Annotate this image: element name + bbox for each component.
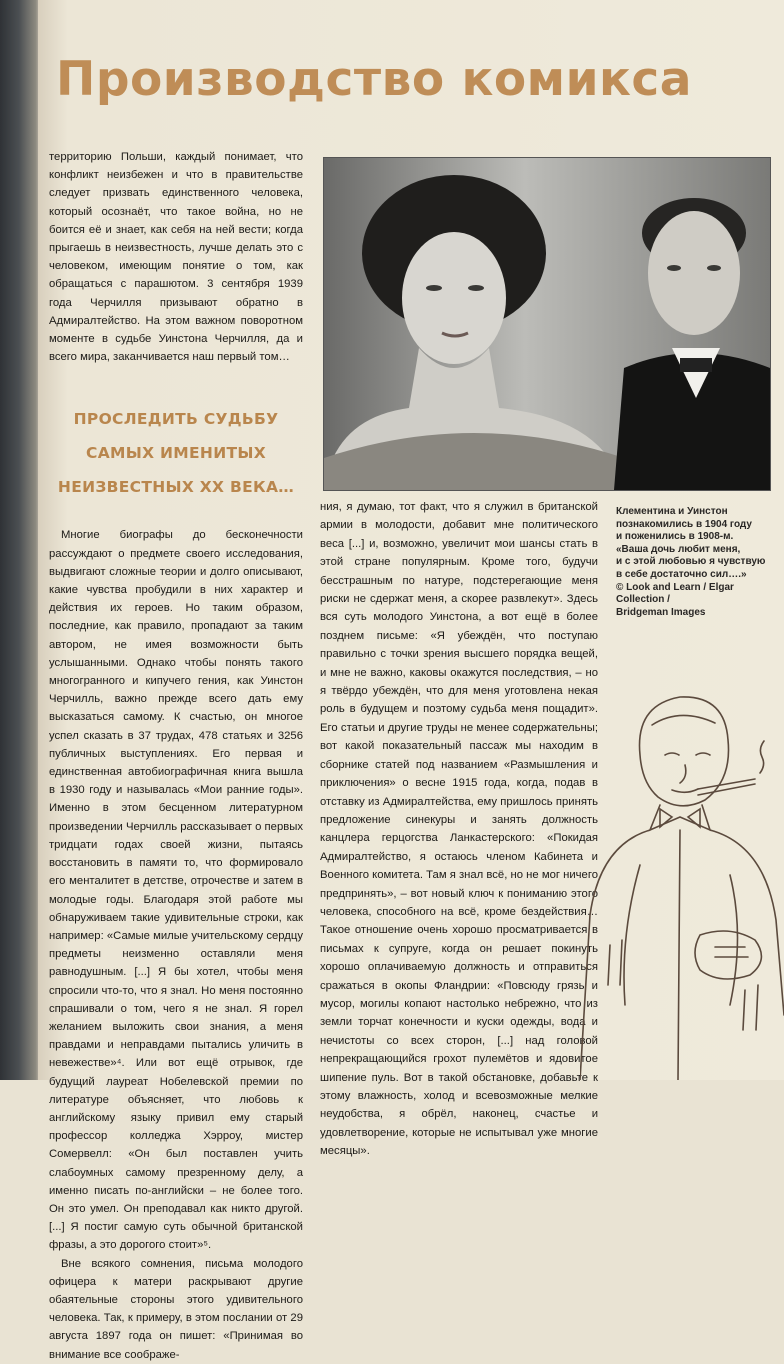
body-paragraph-2: Вне всякого сомнения, письма молодого офицера к матери раскрывают другие обаятельные стороны этого удивительного человека. Так, к примеру, в этом послании от 29 августа 1897 года он пишет: «Принимая во внимание все соображе- <box>49 1257 303 1361</box>
caption-line-5: и с этой любовью я чувствую <box>616 556 766 568</box>
caption-line-1: Клементина и Уинстон <box>616 506 728 517</box>
intro-paragraph: территорию Польши, каждый понимает, что конфликт неизбежен и что в правительстве следует призвать единственного человека, который осознаёт, что такое война, но не боится её и знает, как себя на ней вести; когда прыгаешь в неизвестность, лучше делать это с человеком, имеющим понятие о том, как обращаться с парашютом. 3 сентября 1939 года Черчилля призывают обратно в Адмиралтейство. На этом важном поворотном моменте в судьбе Уинстона Черчилля, да и всего мира, заканчивается наш первый том… <box>49 151 303 364</box>
section-heading <box>49 402 303 504</box>
heading-line-1: ПРОСЛЕДИТЬ СУДЬБУ <box>73 410 279 429</box>
caption-line-6: в себе достаточно сил….» <box>616 568 747 580</box>
left-column <box>49 148 303 1364</box>
page-title: Производство комикса <box>56 52 693 107</box>
heading-line-3: НЕИЗВЕСТНЫХ XX ВЕКА… <box>57 478 295 497</box>
middle-column <box>320 498 598 1161</box>
heading-line-2: САМЫХ ИМЕНИТЫХ <box>86 444 266 463</box>
caption-line-8: Bridgeman Images <box>616 606 706 618</box>
caption-line-2: познакомились в 1904 году <box>616 518 752 530</box>
book-spine <box>0 0 42 1080</box>
body-paragraph-1: Многие биографы до бесконечности рассуждают о предмете своего исследования, выдвигают сложные теории и долго описывают, какие чувства пробудили в них характер и действия их героев. Но таким образом, последние, как правило, пропадают за таким автором, не имея возможности быть услышанными. Однако чтобы понять такого многогранного и кипучего гения, как Уинстон Черчилль, важно прежде всего дать ему высказаться самому. К счастью, он многое успел сказать в 37 трудах, 478 статьях и 3256 публичных выступлениях. Его первая и единственная автобиографичная книга вышла в 1930 году и называлась «Мои ранние годы». Именно в этом бесценном литературном произведении Черчилль рассказывает о первых тридцати годах своей жизни, пытаясь восстановить в памяти то, что формировало его менталитет в детстве, отрочестве и затем в молодые годы. Благодаря этой работе мы обнаруживаем такие удивительные строки, как например: «Самые милые учительскому сердцу предметы неизменно оставляли меня равнодушным. [...] Я бы хотел, чтобы меня спросили что-то, что я знал. Но меня постоянно спрашивали о том, чего я не знал. Я горел желанием выложить свои знания, а меня правдами и неправдами пытались уличить в невежестве»⁴. Или вот ещё отрывок, где будущий лауреат Нобелевской премии по литературе объясняет, что любовь к английскому языку привил ему старый профессор колледжа Хэрроу, мистер Сомервелл: «Он был поставлен учить слабоумных самому презренному делу, а именно писать по-английски – не более того. Он это умел. Он преподавал как никто другой. [...] Я постиг самую суть обычной британской фразы, а это дорогого стоит»⁵. <box>49 529 303 1252</box>
caption-line-7: © Look and Learn / Elgar Collection / <box>616 581 734 606</box>
portrait-photo-illustration <box>324 158 770 490</box>
churchill-sketch-illustration <box>580 685 784 1080</box>
caption-line-3: и поженились в 1908-м. <box>616 531 734 543</box>
photo-clementine-winston <box>323 157 771 491</box>
caption-line-4: «Ваша дочь любит меня, <box>616 543 741 555</box>
photo-caption <box>616 506 784 619</box>
middle-paragraph: ния, я думаю, тот факт, что я служил в британской армии в молодости, добавит мне политического веса [...] и, возможно, увеличит мои шансы стать в этой стране популярным. Кроме того, будучи бесстрашным по натуре, подстерегающие меня риски не сдержат меня, а скорее развлекут». Здесь вся суть молодого Уинстона, а вот ещё в более позднем письме: «Я убеждён, что поступаю правильно с точки зрения высшего порядка вещей, и мне не важно, каковы окажутся последствия, – но я твёрдо убеждён, что для меня уготовлена некая роль в будущем и поэтому судьба меня пощадит». Его статьи и другие труды не менее содержательны; вот какой показательный пассаж мы находим в сборнике статей под названием «Размышления и приключения» о весне 1915 года, когда, подав в отставку из Адмиралтейства, ему пришлось принять предложение синекуры и занять должность канцлера герцогства Ланкастерского: «Покидая Адмиралтейство, я остаюсь членом Кабинета и Военного комитета. Там я знал всё, но не мог ничего предпринять», – вот новый ключ к пониманию этого человека, способного на всё, кроме бездействия… Такое отношение очень хорошо просматривается в письмах к супруге, когда он решает покинуть хорошо оплачиваемую должность и отправиться сражаться в окопы Фландрии: «Повсюду грязь и мусор, могилы копают настолько небрежно, что из земли торчат конечности и куски одежды, вода и нечистоты со всех сторон, [...] над головой непрекращающийся грохот пулемётов и ядовитое шипение пуль. Вот в такой обстановке, добавьте к этому влажность, холод и всевозможные мелкие неудобства, я обрёл, наконец, счастье и удовлетворение, которые не испытывал уже многие месяцы». <box>320 501 598 1158</box>
